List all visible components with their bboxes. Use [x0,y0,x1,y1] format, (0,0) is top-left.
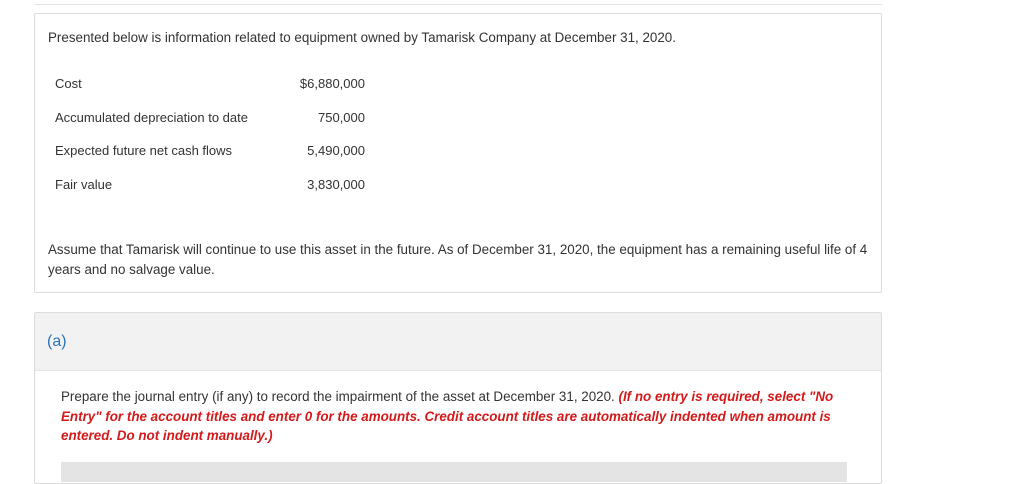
assumption-text: Assume that Tamarisk will continue to use this asset in the future. As of December 31, 2020, the equipment has a remaining useful life of 4 years and no salvage value. [48,242,868,277]
data-row-accumulated-depreciation [55,108,365,142]
data-row-cost [55,74,365,108]
problem-intro: Presented below is information related to equipment owned by Tamarisk Company at December 31, 2020. [48,30,676,45]
top-divider [34,4,882,5]
data-value: $6,880,000 [299,76,365,91]
part-a-card [34,312,882,484]
part-a-instructions [61,387,861,446]
data-label: Cost [55,76,82,91]
data-value: 750,000 [318,109,365,125]
data-label: Fair value [55,177,113,193]
problem-info-card [34,13,882,293]
part-a-header [35,313,881,371]
data-label: Accumulated depreciation to date [55,109,248,125]
data-row-fair-value [55,175,365,209]
instruction-text: Prepare the journal entry (if any) to record the impairment of the asset at December 31, 2020. [61,389,615,404]
instruction-note: (If no entry is required, select "No Entry" for the account titles and enter 0 for the amounts. Credit account titles are automatically indented when amount is entered. Do not indent manually.) [61,389,834,443]
data-value: 3,830,000 [307,177,365,193]
journal-entry-table-header [61,462,847,482]
part-a-label: (a) [47,333,67,350]
equipment-data-table [55,74,365,209]
data-value: 5,490,000 [307,143,365,159]
data-row-expected-cash-flows [55,141,365,175]
data-label: Expected future net cash flows [55,143,233,159]
